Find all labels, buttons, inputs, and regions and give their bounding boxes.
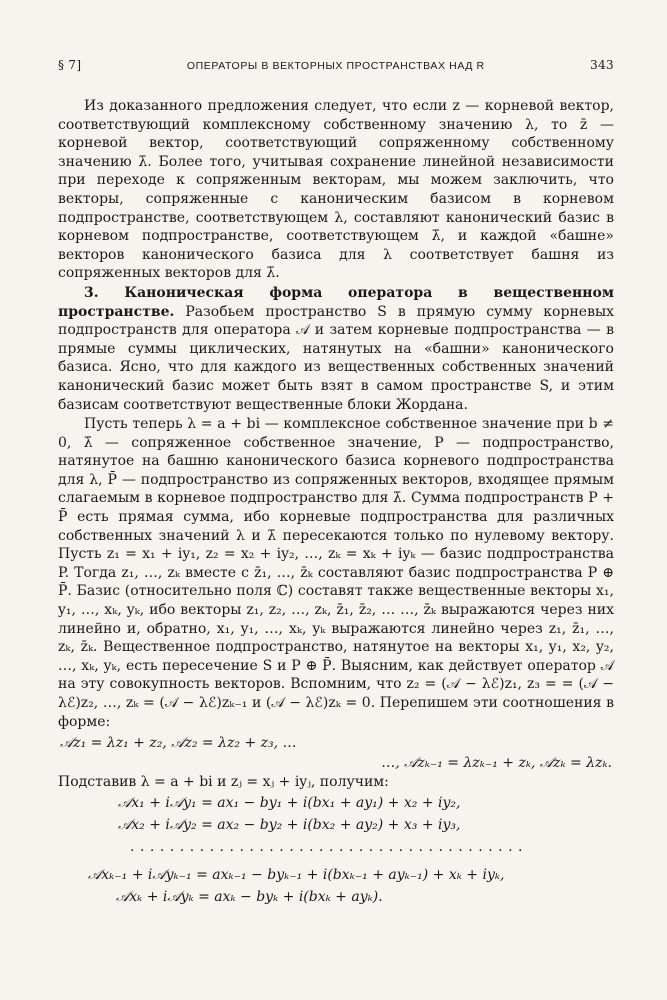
equation-row: 𝒜xₖ₋₁ + i𝒜yₖ₋₁ = axₖ₋₁ − byₖ₋₁ + i(bxₖ₋₁ + ayₖ₋₁) + xₖ + iyₖ,	[88, 866, 505, 883]
equation-row: 𝒜xₖ + i𝒜yₖ = axₖ − byₖ + i(bxₖ + ayₖ).	[116, 888, 383, 905]
page-number: 343	[590, 58, 614, 72]
equation-system	[58, 792, 614, 908]
equation-ellipsis: ........................................	[130, 838, 529, 855]
formula-line-2: …, 𝒜zₖ₋₁ = λzₖ₋₁ + zₖ, 𝒜zₖ = λzₖ.	[381, 755, 612, 772]
paragraph-3: Пусть теперь λ = a + bi — комплексное собственное значение при b ≠ 0, λ̄ — сопряженное собственное значение, P — подпространство, натянутое на башню канонического базиса корневого подпространства для λ, P̄ — подпространство из сопряженных векторов, входящее прямым слагаемым в корневое подпространство для λ̄. Сумма подпространств P + P̄ есть прямая сумма, ибо корневые подпространства для различных собственных значений λ и λ̄ пересекаются только по нулевому вектору. Пусть z₁ = x₁ + iy₁, z₂ = x₂ + iy₂, …, zₖ = xₖ + iyₖ — базис подпространства P. Тогда z₁, …, zₖ вместе с z̄₁, …, z̄ₖ составляют базис подпространства P ⊕ P̄. Базис (относительно поля ℂ) составят также вещественные векторы x₁, y₁, …, xₖ, yₖ, ибо векторы z₁, z₂, …, zₖ, z̄₁, z̄₂, … …, z̄ₖ выражаются через них линейно и, обратно, x₁, y₁, …, xₖ, yₖ выражаются линейно через z₁, z̄₁, …, zₖ, z̄ₖ. Вещественное подпространство, натянутое на векторы x₁, y₁, x₂, y₂, …, xₖ, yₖ, есть пересечение S и P ⊕ P̄. Выясним, как действует оператор 𝒜 на эту совокупность векторов. Вспомним, что z₂ = (𝒜 − λℰ)z₁, z₃ = = (𝒜 − λℰ)z₂, …, zₖ = (𝒜 − λℰ)zₖ₋₁ и (𝒜 − λℰ)zₖ = 0. Перепишем эти соотношения в форме:	[58, 416, 614, 730]
book-page	[58, 58, 614, 908]
equation-row: 𝒜x₁ + i𝒜y₁ = ax₁ − by₁ + i(bx₁ + ay₁) + x₂ + iy₂,	[118, 794, 461, 811]
substitution-line: Подставив λ = a + bi и zⱼ = xⱼ + iyⱼ, получим:	[58, 774, 389, 791]
equation-row: 𝒜x₂ + i𝒜y₂ = ax₂ − by₂ + i(bx₂ + ay₂) + x₃ + iy₃,	[118, 816, 461, 833]
formula-line-1: 𝒜z₁ = λz₁ + z₂, 𝒜z₂ = λz₂ + z₃, …	[60, 735, 297, 752]
paragraph-2-text: Разобьем пространство S в прямую сумму корневых подпространств для оператора 𝒜 и затем корневые подпространства — в прямые суммы циклических, натянутых на «башни» канонического базиса. Ясно, что для каждого из вещественных собственных значений канонический базис может быть взят в самом пространстве S, и этим базисам соответствуют вещественные блоки Жордана.	[58, 303, 614, 413]
paragraph-1: Из доказанного предложения следует, что если z — корневой вектор, соответствующий комплексному собственному значению λ, то z̄ — корневой вектор, соответствующий сопряженному собственному значению λ̄. Более того, учитывая сохранение линейной независимости при переходе к сопряженным векторам, мы можем заключить, что векторы, сопряженные с каноническим базисом в корневом подпространстве, соответствующем λ, составляют канонический базис в корневом подпространстве, соответствующем λ̄, и каждой «башне» векторов канонического базиса для λ соответствует башня из сопряженных векторов для λ̄.	[58, 98, 614, 282]
chapter-title: ОПЕРАТОРЫ В ВЕКТОРНЫХ ПРОСТРАНСТВАХ НАД R	[186, 60, 485, 72]
section-heading: 3. Каноническая форма оператора в вещественном пространстве.	[58, 284, 614, 320]
running-header	[58, 58, 614, 72]
paragraph-2	[58, 284, 614, 414]
section-marker: § 7]	[58, 58, 82, 72]
